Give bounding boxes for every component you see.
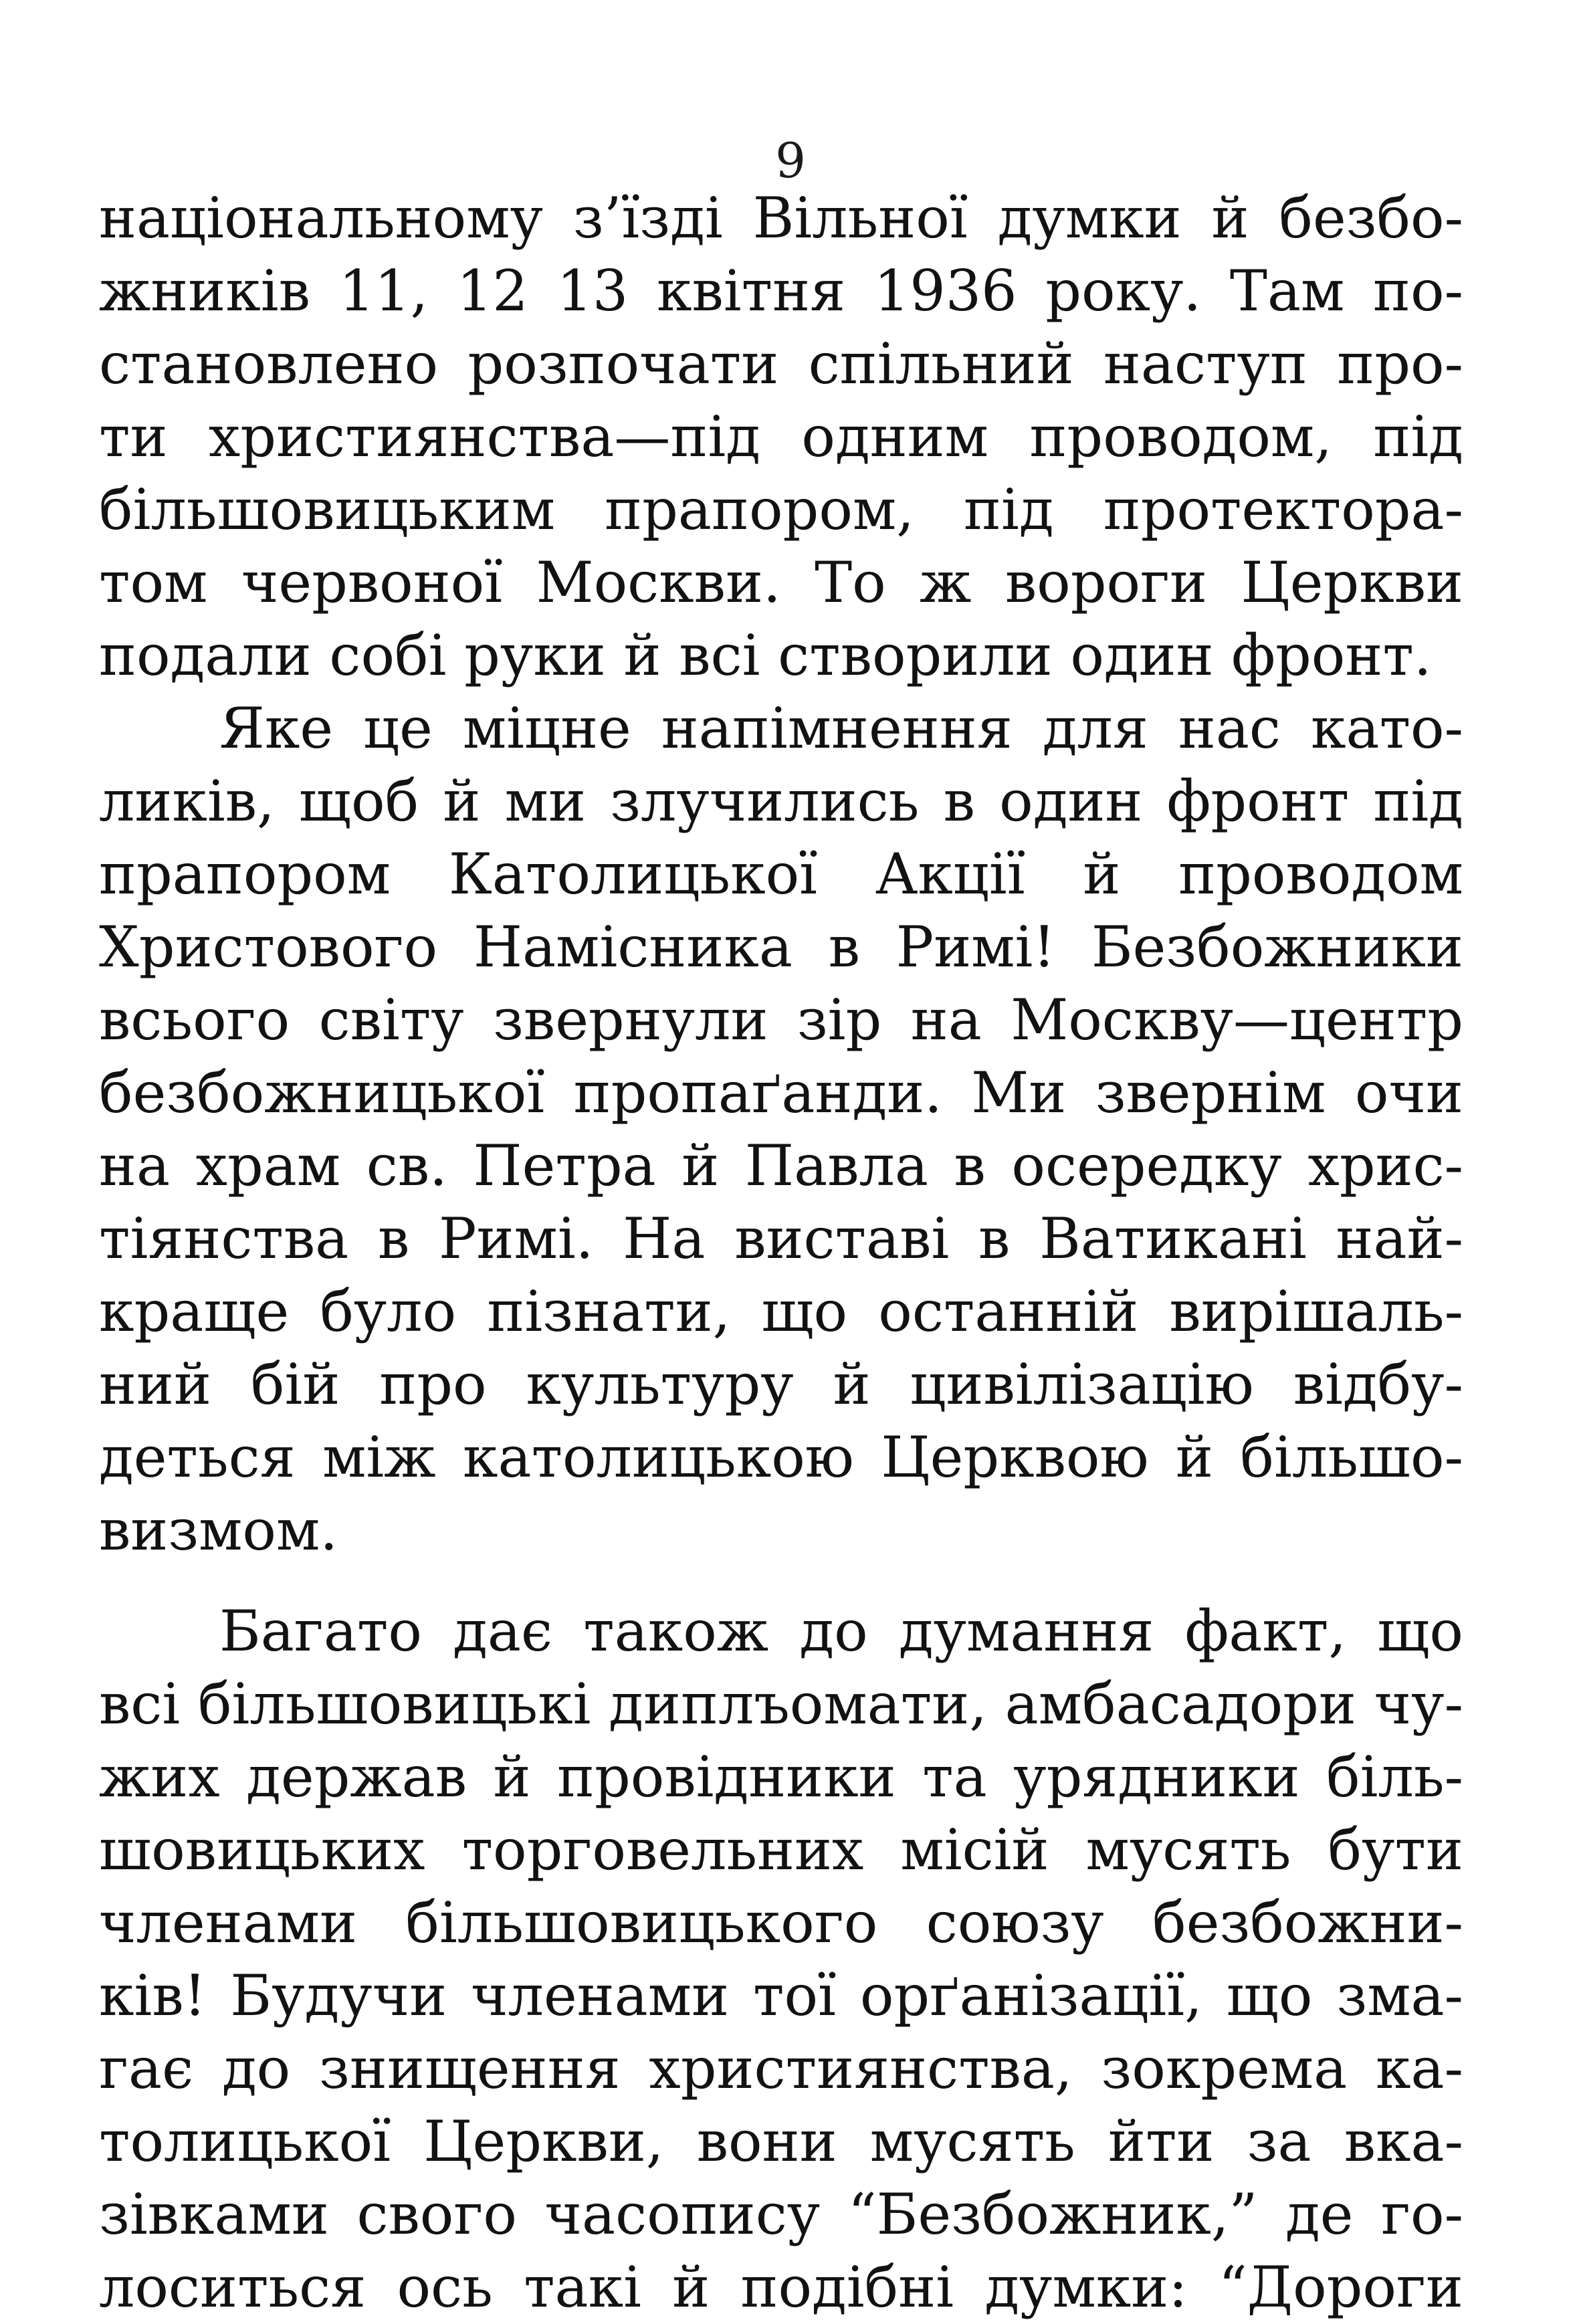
text-line: на храм св. Петра й Павла в осередку хрис- xyxy=(99,1133,1463,1198)
text-line: подали собі руки й всі створили один фронт. xyxy=(99,623,1432,688)
text-line: визмом. xyxy=(99,1497,338,1563)
text-line: деться між католицькою Церквою й більшо- xyxy=(99,1424,1463,1490)
text-line: жників 11, 12 13 квітня 1936 року. Там по- xyxy=(99,258,1463,324)
text-line: всі більшовицькі диплъомати, амбасадори чу- xyxy=(99,1671,1463,1737)
text-line: гає до знищення християнства, зокрема ка- xyxy=(99,2036,1463,2101)
text-line: шовицьких торговельних місій мусять бути xyxy=(99,1817,1463,1883)
text-line: зівками свого часопису “Безбожник,” де го- xyxy=(99,2182,1463,2247)
text-line: Яке це міцне напімнення для нас като- xyxy=(219,696,1463,761)
text-line: лоситься ось такі й подібні думки: “Дороги xyxy=(99,2254,1463,2320)
text-line: більшовицьким прапором, під протектора- xyxy=(99,477,1463,542)
text-line: становлено розпочати спільний наступ про- xyxy=(99,331,1463,397)
page-number: 9 xyxy=(775,132,806,189)
text-line: тіянства в Римі. На виставі в Ватикані най- xyxy=(99,1206,1463,1271)
text-line: всього світу звернули зір на Москву—центр xyxy=(99,987,1463,1053)
text-line: безбожницької пропаґанди. Ми звернім очи xyxy=(99,1060,1463,1126)
text-line: прапором Католицької Акції й проводом xyxy=(99,841,1463,907)
paragraph-gap xyxy=(99,1567,1463,1595)
text-line: Багато дає також до думання факт, що xyxy=(219,1598,1463,1664)
text-line: толицької Церкви, вони мусять йти за вка- xyxy=(99,2109,1463,2174)
text-line: ти християнства—під одним проводом, під xyxy=(99,404,1463,469)
body-text xyxy=(99,182,1463,2324)
text-line: том червоної Москви. То ж вороги Церкви xyxy=(99,550,1463,615)
text-line: ний бій про культуру й цивілізацію відбу- xyxy=(99,1352,1463,1417)
text-line: Христового Намісника в Римі! Безбожники xyxy=(99,914,1463,980)
text-line: членами більшовицького союзу безбожни- xyxy=(99,1890,1463,1956)
text-line: ликів, щоб й ми злучились в один фронт під xyxy=(99,768,1463,834)
text-line: жих держав й провідники та урядники біль- xyxy=(99,1744,1463,1810)
text-line: ків! Будучи членами тої орґанізації, що зма- xyxy=(99,1963,1463,2028)
text-line: краще було пізнати, що останній вирішаль- xyxy=(99,1279,1463,1344)
text-line: національному з’їзді Вільної думки й безбо- xyxy=(99,185,1463,251)
